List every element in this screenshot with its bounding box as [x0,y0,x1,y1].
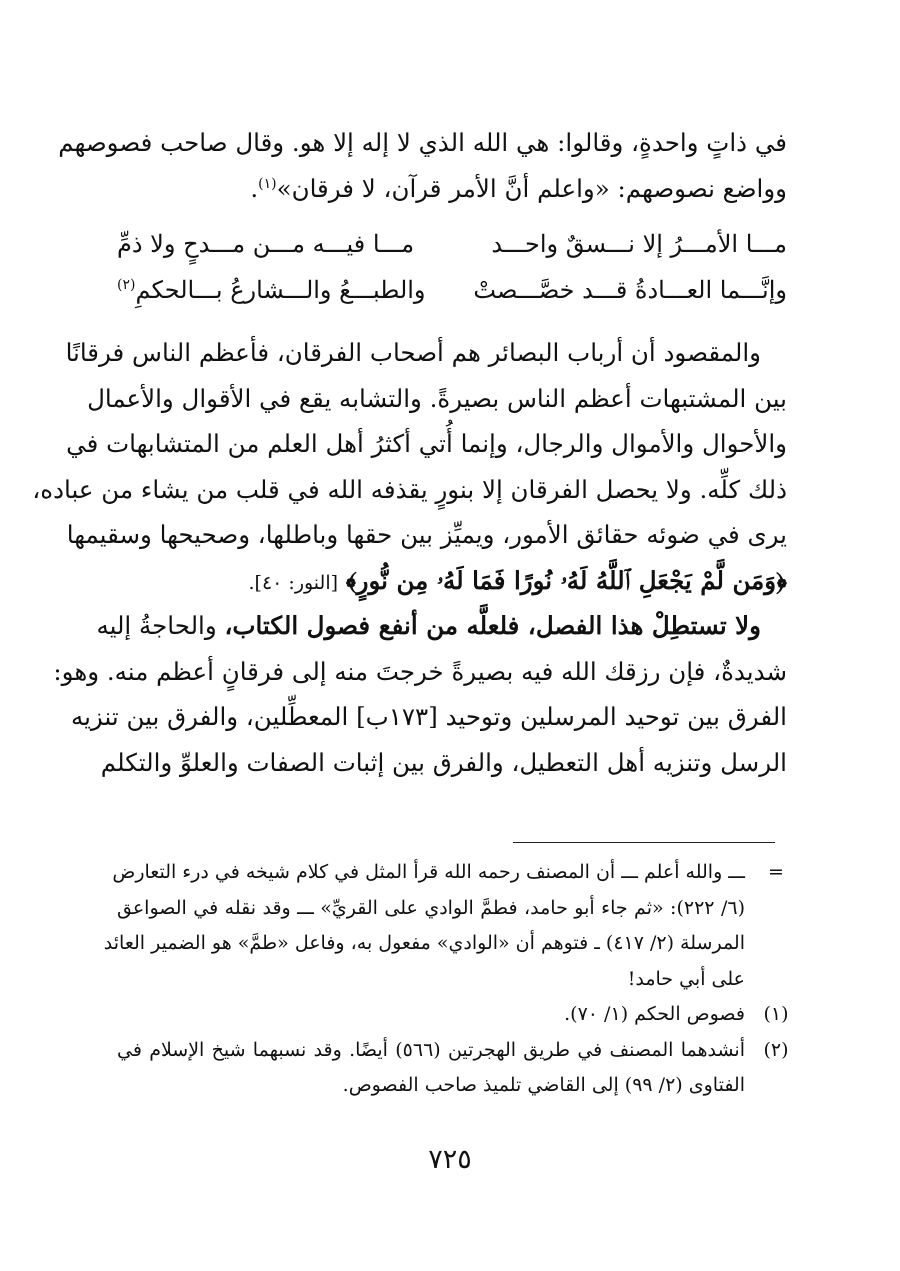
quran-verse: ﴿وَمَن لَّمْ يَجْعَلِ ٱللَّهُ لَهُۥ نُورًا فَمَا لَهُۥ مِن نُّورٍ﴾ [345,565,787,595]
footnote-1 [117,997,787,1033]
bold-text: ولا تستطِلْ هذا الفصل، فلعلَّه من أنفع فصول الكتاب، [224,611,761,640]
paragraph-line: ذلك كلِّه. ولا يحصل الفرقان إلا بنورٍ يقذفه الله في قلب من يشاء من عباده، [32,474,787,504]
verse-hemistich-right: مـــا الأمـــرُ إلا نـــسقٌ واحـــد [491,230,787,258]
footnote-ref[interactable]: (٢) [117,277,136,293]
period: . [250,173,259,203]
footnote-2 [117,1033,787,1069]
footnote-text: ـــ والله أعلم ـــ أن المصنف رحمه الله قرأ المثل في كلام شيخه في درء التعارض [112,861,745,883]
footnote-line [103,926,787,962]
main-text-middle [32,330,787,785]
main-text [58,120,787,211]
footnote-number: (١) [763,1003,789,1025]
paragraph-line: الرسل وتنزيه أهل التعطيل، والفرق بين إثبات الصفات والعلوِّ والتكلم [100,747,787,777]
footnotes [103,855,789,1104]
paragraph-line: في ذاتٍ واحدةٍ، وقالوا: هي الله الذي لا إله إلا هو. وقال صاحب فصوصهم [58,128,787,157]
footnote-text: فصوص الحكم (١/ ٧٠). [564,1003,745,1025]
paragraph-text: والحاجةُ إليه [96,611,217,640]
footnote-line [117,891,787,927]
verse-hemistich-left: مـــا فيـــه مـــن مـــدحٍ ولا ذمِّ [117,230,415,258]
paragraph-line [117,166,787,212]
paragraph-line: بين المشتبهات أعظم الناس بصيرةً. والتشابه يقع في الأقوال والأعمال [87,383,787,413]
continuation-mark: = [768,861,784,883]
footnote-text: المرسلة (٢/ ٤١٧) ـ فتوهم أن «الوادي» مفعول به، وفاعل «طمَّ» هو الضمير العائد [103,932,745,954]
paragraph-line: والأحوال والأموال والرجال، وإنما أُتي أكثرُ أهل العلم من المتشابهات في [66,429,787,458]
paragraph-text: وواضع نصوصهم: «واعلم أنَّ الأمر قرآن، لا فرقان» [276,173,787,203]
quran-line [117,558,787,604]
paragraph-line: والمقصود أن أرباب البصائر هم أصحاب الفرقان، فأعظم الناس فرقانًا [65,338,761,367]
verse-line-1 [117,230,787,270]
footnote-number: (٢) [763,1038,789,1061]
paragraph-line [96,603,787,649]
verse-hemistich-left [117,276,426,304]
paragraph-line: شديدةٌ، فإن رزقك الله فيه بصيرةً خرجتَ منه إلى فرقانٍ أعظم منه. وهو: [53,656,787,686]
verse-text: والطبـــعُ والـــشارعُ بـــالحكمِ [135,276,426,304]
paragraph-line: الفرق بين توحيد المرسلين وتوحيد [١٧٣ب] المعطِّلين، والفرق بين تنزيه [70,702,787,731]
footnote-ref[interactable]: (١) [258,175,277,192]
footnote-text: (٦/ ٢٢٢): «ثم جاء أبو حامد، فطمَّ الوادي على القريِّ» ـــ وقد نقله في الصواعق [117,896,745,919]
page-number: ٧٢٥ [428,1144,472,1175]
footnote-text: أنشدهما المصنف في طريق الهجرتين (٥٦٦) أيضًا. وقد نسبهما شيخ الإسلام في [117,1038,746,1061]
footnote-text: الفتاوى (٢/ ٩٩) إلى القاضي تلميذ صاحب الفصوص. [342,1074,745,1096]
verse-hemistich-right: وإنَّـــما العـــادةُ قـــد خصَّـــصتْ [473,276,787,304]
footnote-text: على أبي حامد! [627,967,745,990]
paragraph-line: يرى في ضوئه حقائق الأمور، ويميِّز بين حقها وباطلها، وصحيحها وسقيمها [66,520,787,549]
quran-ref: [النور: ٤٠]. [248,571,339,594]
footnote-line [112,855,787,891]
verse-line-2 [117,276,787,316]
footnote-line [117,1068,787,1104]
footnote-separator [513,842,775,843]
footnote-line [117,962,787,998]
